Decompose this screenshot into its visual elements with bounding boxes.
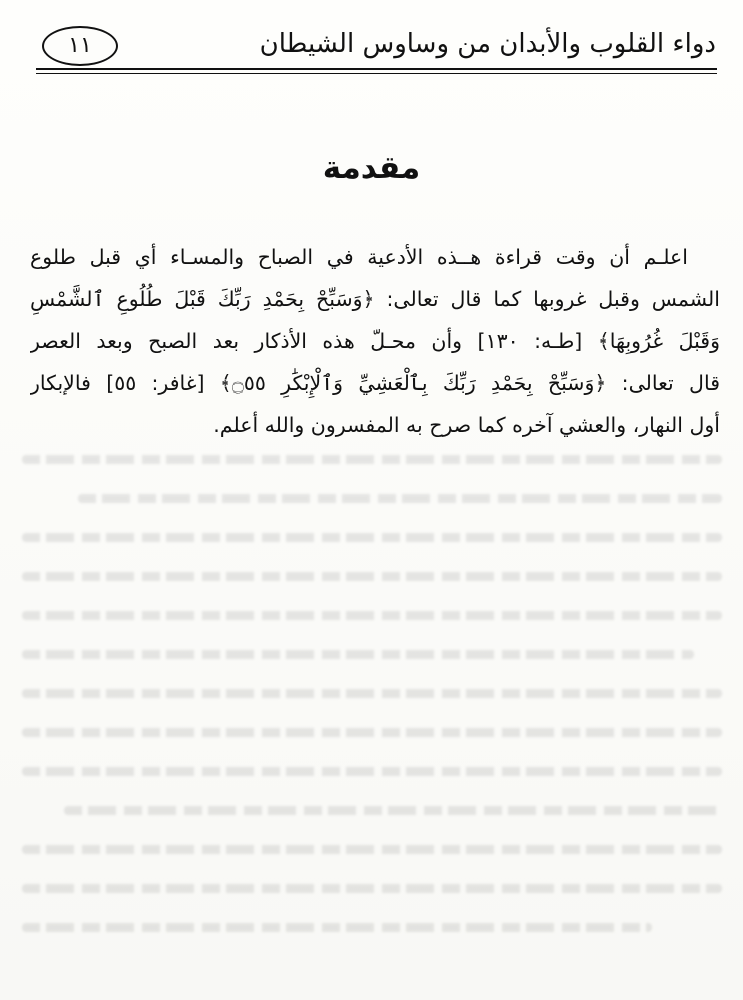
header-rule-thin — [36, 73, 717, 74]
body-line: وَقَبْلَ غُرُوبِهَا﴾ [طـه: ١٣٠] وأن محـلّ هذه الأذكار بعد الصبح وبعد العصر — [30, 329, 720, 353]
body-line: قال تعالى: ﴿وَسَبِّحْ بِحَمْدِ رَبِّكَ بِٱلْعَشِيِّ وَٱلْإِبْكَٰرِ ۝٥٥﴾ [غافر: ٥٥] فالإبكار — [30, 371, 720, 395]
page-header — [26, 22, 716, 70]
body-line: الشمس وقبل غروبها كما قال تعالى: ﴿وَسَبِّحْ بِحَمْدِ رَبِّكَ قَبْلَ طُلُوعِ ٱلشَّمْسِ — [30, 287, 720, 311]
body-line: أول النهار، والعشي آخره كما صرح به المفسرون والله أعلم. — [213, 413, 720, 437]
section-title: مقدمة — [322, 150, 421, 186]
body-line: اعلـم أن وقت قراءة هــذه الأدعية في الصباح والمسـاء أي قبل طلوع — [30, 245, 688, 269]
page-number: ١١ — [42, 26, 118, 66]
running-title: دواء القلوب والأبدان من وساوس الشيطان — [259, 29, 716, 59]
reverse-side-bleed-through — [22, 455, 722, 975]
header-rule — [36, 68, 717, 70]
body-text — [30, 236, 720, 446]
